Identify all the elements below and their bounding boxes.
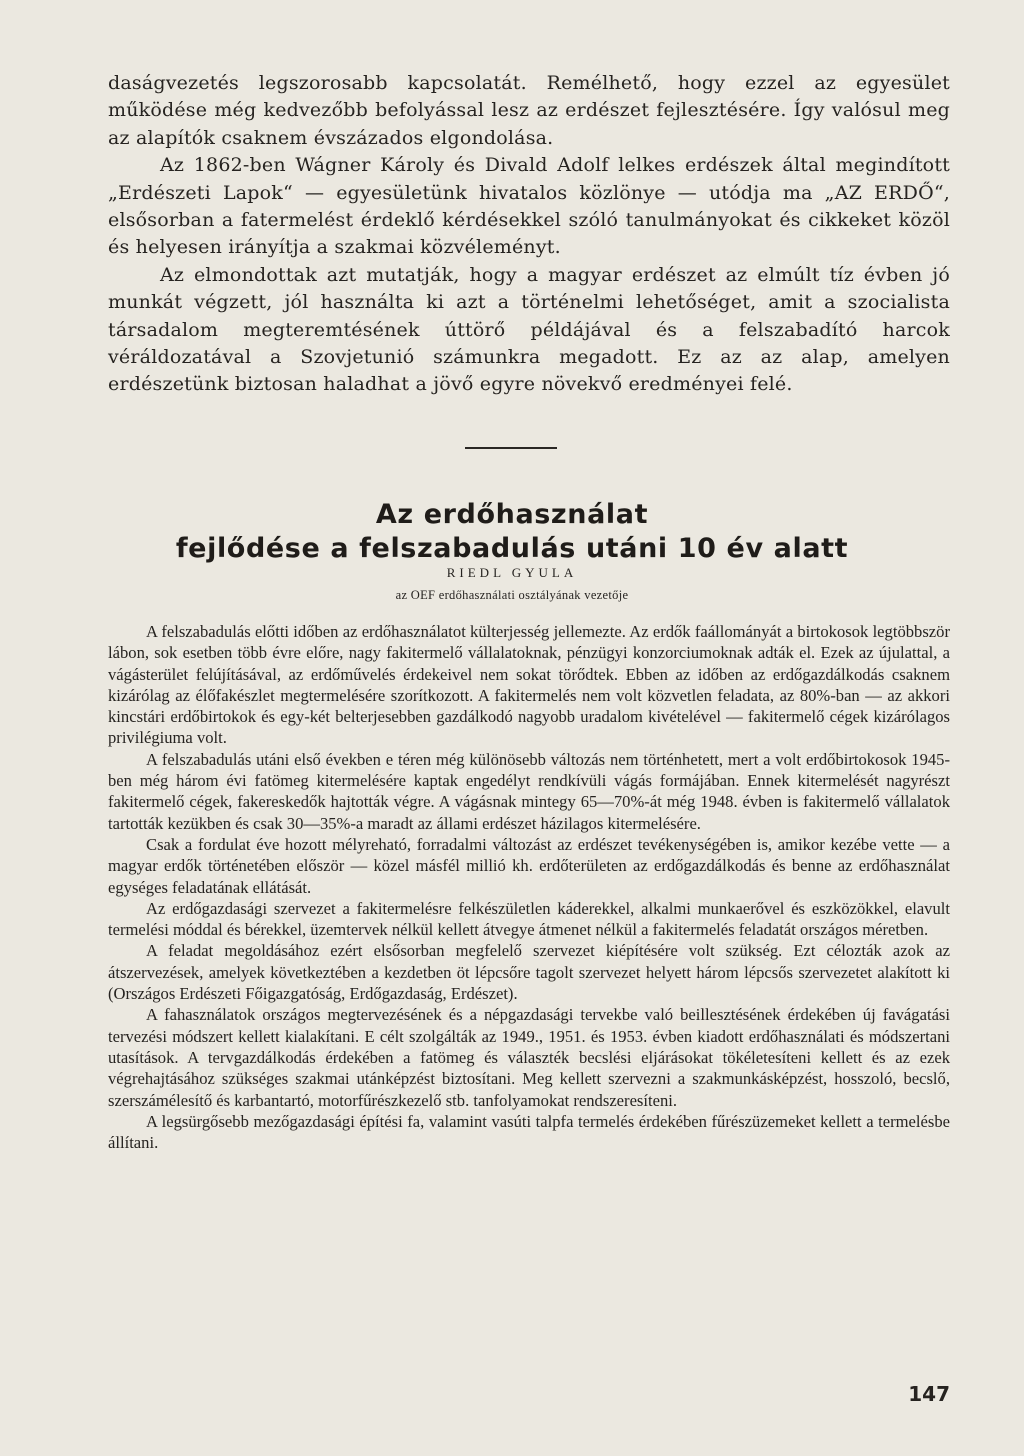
- body-paragraph: Az erdőgazdasági szervezet a fakitermelésre felkészületlen káderekkel, alkalmi munkaerővel és eszközökkel, elavult termelési móddal és bérekkel, üzemtervek nélkül kellett átvegye átmenet nélkül a fakitermelés feladatát országos méretben.: [108, 898, 950, 940]
- intro-section: [108, 70, 950, 399]
- article-title-line: fejlődése a felszabadulás utáni 10 év alatt: [175, 533, 849, 564]
- body-paragraph: A feladat megoldásához ezért elsősorban megfelelő szervezet kiépítésére volt szükség. Ezt célozták azok az átszervezések, amelyek következtében a kezdetben öt lépcsőre tagolt szervezet helyett három lépcsős szervezetet alakított ki (Országos Erdészeti Főigazgatóság, Erdőgazdaság, Erdészet).: [108, 941, 950, 1004]
- article-author: RIEDL GYULA: [446, 565, 578, 580]
- body-paragraph: A felszabadulás előtti időben az erdőhasználatot külterjesség jellemezte. Az erdők faállományát a birtokosok legtöbbször lábon, sok esetben több évre előre, nagy fakitermelő vállalatoknak, pénzügyi konzorciumoknak adták el. Ezek az újulattal, a vágásterület felújításával, az erdőművelés érdekeivel nem sokat törődtek. Ebben az időben az erdőgazdálkodás csaknem kizárólag az élőfakészlet megtermelésére szorítkozott. A fakitermelés nem volt közvetlen feladata, az 80%-ban — az akkori kincstári erdőbirtokok és egy-két belterjesebben gazdálkodó nagyobb uradalom kivételével — fakitermelő cégek kizárólagos privilégiuma volt.: [108, 622, 950, 748]
- author-affiliation: az OEF erdőhasználati osztályának vezetője: [395, 588, 629, 602]
- page-number: 147: [908, 1382, 950, 1406]
- section-divider: [465, 447, 557, 449]
- body-paragraph: A felszabadulás utáni első években e téren még különösebb változás nem történhetett, mert a volt erdőbirtokosok 1945-ben még három évi fatömeg kitermelésére kaptak engedélyt rendkívüli vágás formájában. Ennek kitermelését nagyrészt fakitermelő cégek, fakereskedők hajtották végre. A vágásnak mintegy 65—70%-át még 1948. évben is fakitermelő vállalatok tartották kezükben és csak 30—35%-a maradt az állami erdészet házilagos kitermelésére.: [108, 749, 950, 833]
- body-paragraph: Csak a fordulat éve hozott mélyreható, forradalmi változást az erdészet tevékenységében is, amikor kezébe vette — a magyar erdők történetében először — közel másfél millió kh. erdőterületen az erdőgazdálkodás és benne az erdőhasználat egységes feladatának ellátását.: [108, 834, 950, 897]
- article-body: [108, 621, 950, 1153]
- intro-paragraph: daságvezetés legszorosabb kapcsolatát. Remélhető, hogy ezzel az egyesület működése még kedvezőbb befolyással lesz az erdészet fejlesztésére. Így valósul meg az alapítók csaknem évszázados elgondolása.: [108, 72, 950, 149]
- body-paragraph: A fahasználatok országos megtervezésének és a népgazdasági tervekbe való beillesztésének érdekében új favágatási tervezési módszert kellett kialakítani. E célt szolgálták az 1949., 1951. és 1953. évben kiadott erdőhasználati és módszertani utasítások. A tervgazdálkodás érdekében a fatömeg és választék becslési eljárásokat tökéletesíteni kellett és az ezek végrehajtásához szükséges szakmai utánképzést biztosítani. Meg kellett szervezni a szakmunkásképzést, hosszoló, becslő, szerszámélesítő és karbantartó, motorfűrészkezelő stb. tanfolyamokat rendszeresíteni.: [108, 1005, 950, 1110]
- article-title: [60, 498, 964, 566]
- article-title-line: Az erdőhasználat: [375, 499, 649, 530]
- intro-paragraph: Az elmondottak azt mutatják, hogy a magyar erdészet az elmúlt tíz évben jó munkát végzett, jól használta ki azt a történelmi lehetőséget, amit a szocialista társadalom megteremtésének úttörő példájával és a felszabadító harcok véráldozatával a Szovjetunió számunkra megadott. Ez az az alap, amelyen erdészetünk biztosan haladhat a jövő egyre növekvő eredményei felé.: [108, 263, 950, 396]
- body-paragraph: A legsürgősebb mezőgazdasági építési fa, valamint vasúti talpfa termelés érdekében fűrészüzemeket kellett a termelésbe állítani.: [108, 1111, 950, 1153]
- intro-paragraph: Az 1862-ben Wágner Károly és Divald Adolf lelkes erdészek által megindított „Erdészeti Lapok“ — egyesületünk hivatalos közlönye — utódja ma „AZ ERDŐ“, elsősorban a fatermelést érdeklő kérdésekkel szóló tanulmányokat és cikkeket közöl és helyesen irányítja a szakmai közvéleményt.: [108, 154, 950, 259]
